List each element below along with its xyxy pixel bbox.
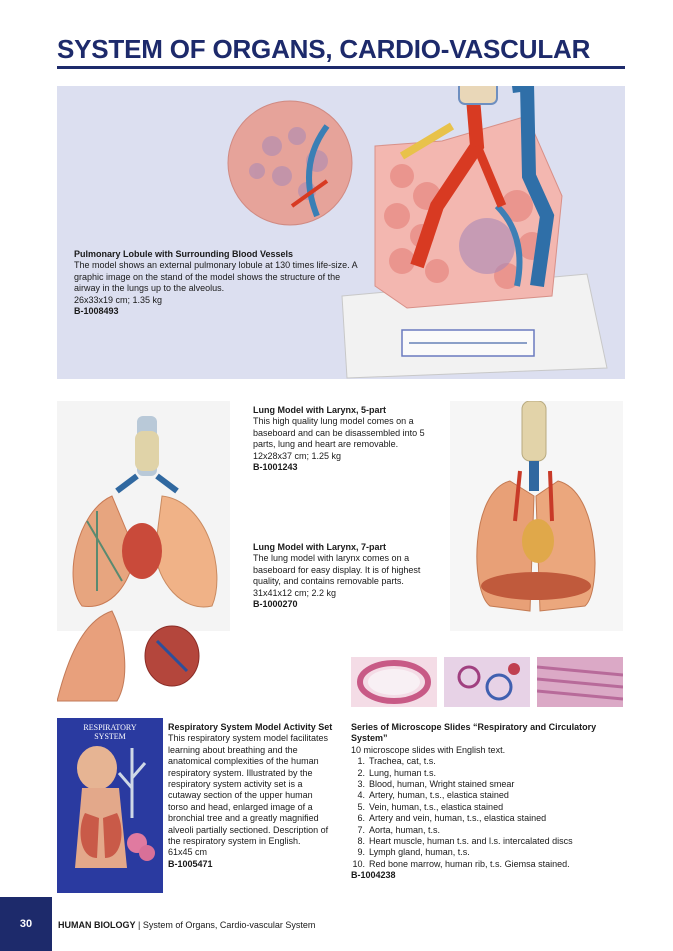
slide-list (351, 756, 623, 870)
product-code: B-1000270 (253, 599, 298, 610)
list-item: 3. Blood, human, Wright stained smear (357, 779, 515, 790)
footer-text (58, 920, 315, 930)
list-item: 10. Red bone marrow, human rib, t.s. Giemsa stained. (352, 858, 570, 869)
activity-set-product (168, 722, 335, 870)
product-name: Lung Model with Larynx, 7-part (253, 542, 387, 552)
product-description: The model shows an external pulmonary lobule at 130 times life-size. A graphic image on the stand of the model shows the structure of the airway in the lungs up to the alveolus. (74, 260, 358, 294)
poster-title: RESPIRATORY (83, 723, 137, 732)
product-name: Respiratory System Model Activity Set (168, 722, 333, 732)
pulmonary-lobule-image (57, 86, 625, 379)
respiratory-poster-image (57, 718, 163, 893)
list-item: 5. Vein, human, t.s., elastica stained (357, 801, 504, 812)
product-size: 61x45 cm (168, 847, 208, 858)
product-code: B-1001243 (253, 462, 298, 473)
product-name: Series of Microscope Slides “Respiratory and Circulatory System” (351, 722, 597, 744)
list-item: 7. Aorta, human, t.s. (357, 824, 441, 835)
list-item: 8. Heart muscle, human t.s. and l.s. intercalated discs (357, 836, 573, 847)
product-size: 12x28x37 cm; 1.25 kg (253, 450, 342, 461)
footer-section: HUMAN BIOLOGY (58, 920, 136, 930)
list-item: 9. Lymph gland, human, t.s. (357, 847, 470, 858)
slides-product (351, 722, 623, 882)
microscope-slide-2 (444, 657, 530, 707)
product-name: Pulmonary Lobule with Surrounding Blood Vessels (74, 249, 294, 259)
list-item: 6. Artery and vein, human, t.s., elastica stained (357, 813, 547, 824)
lung-5part-product (253, 405, 433, 473)
microscope-slide-3 (537, 657, 623, 707)
product-code: B-1005471 (168, 858, 213, 869)
page-title: SYSTEM OF ORGANS, CARDIO-VASCULAR (57, 34, 591, 64)
product-size: 26x33x19 cm; 1.35 kg (74, 294, 163, 305)
product-intro: 10 microscope slides with English text. (351, 744, 506, 755)
lung-7part-image (450, 401, 623, 631)
list-item: 2. Lung, human t.s. (357, 767, 437, 778)
hero-panel (57, 86, 625, 379)
product-description: This high quality lung model comes on a baseboard and can be disassembled into 5 parts, lung and heart are removable. (253, 416, 425, 450)
title-rule (57, 66, 625, 69)
page-number: 30 (19, 918, 33, 930)
pulmonary-product (74, 249, 364, 317)
microscope-slide-1 (351, 657, 437, 707)
product-name: Lung Model with Larynx, 5-part (253, 405, 387, 415)
product-size: 31x41x12 cm; 2.2 kg (253, 587, 337, 598)
svg-text:SYSTEM: SYSTEM (94, 732, 126, 741)
footer-separator: | (135, 920, 143, 930)
product-description: The lung model with larynx comes on a baseboard for easy display. It is of highest quality, and contains removable parts. (253, 553, 421, 587)
product-code: B-1008493 (74, 306, 119, 317)
list-item: 1. Trachea, cat, t.s. (357, 756, 436, 767)
list-item: 4. Artery, human, t.s., elastica stained (357, 790, 509, 801)
product-description: This respiratory system model facilitates learning about breathing and the anatomical complexities of the human respiratory system. Illustrated by the respiratory system activity set is a cutaway section of the upper human torso and head, enlarged image of a bronchial tree and a greatly magnified alveoli partially sectioned. Description of the respiratory system in English. (168, 733, 329, 847)
lung-7part-product (253, 542, 433, 610)
product-code: B-1004238 (351, 870, 396, 881)
footer-subtitle: System of Organs, Cardio-vascular System (142, 920, 316, 930)
lung-5part-image (57, 401, 230, 706)
